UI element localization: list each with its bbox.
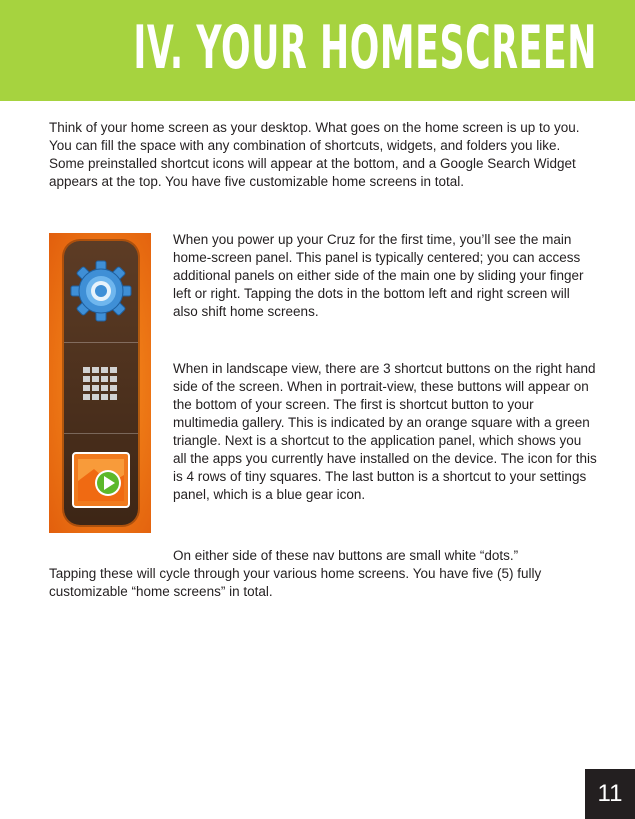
gallery-icon <box>64 439 138 519</box>
page-title: IV. YOUR HOMESCREEN <box>133 13 597 83</box>
gallery-shortcut-button[interactable] <box>64 439 138 519</box>
shortcuts-paragraph: When in landscape view, there are 3 shortcut buttons on the right hand side of the screen. When in portrait-view, these buttons will appear on the bottom of your screen. The first is shortcut button to your multimedia gallery. This is indicated by an orange square with a green triangle. Next is a shortcut to the application panel, which shows you all the apps you currently have installed on the device. The icon for this is 4 rows of tiny squares. The last button is a shortcut to your settings panel, which is a blue gear icon. <box>173 361 597 502</box>
shortcut-dock-image <box>49 233 151 533</box>
dock-panel <box>64 241 138 525</box>
page-number: 11 <box>585 769 635 819</box>
dots-paragraph-first-line: On either side of these nav buttons are small white “dots.” <box>173 548 519 563</box>
dots-paragraph-rest: Tapping these will cycle through your various home screens. You have five (5) fully customizable “home screens” in total. <box>49 566 542 599</box>
app-grid-icon <box>64 347 138 427</box>
gear-icon <box>64 253 138 333</box>
settings-shortcut-button[interactable] <box>64 253 138 333</box>
section-header <box>0 0 635 101</box>
dock-divider <box>64 342 138 343</box>
dock-divider <box>64 433 138 434</box>
app-panel-shortcut-button[interactable] <box>64 347 138 427</box>
panels-paragraph: When you power up your Cruz for the first time, you’ll see the main home-screen panel. This panel is typically centered; you can access additional panels on either side of the main one by sliding your finger left or right. Tapping the dots in the bottom left and right screen will also shift home screens. <box>173 232 584 319</box>
intro-paragraph: Think of your home screen as your desktop. What goes on the home screen is up to you. You can fill the space with any combination of shortcuts, widgets, and folders you like. Some preinstalled shortcut icons will appear at the bottom, and a Google Search Widget appears at the top. You have five customizable home screens in total. <box>49 120 580 189</box>
